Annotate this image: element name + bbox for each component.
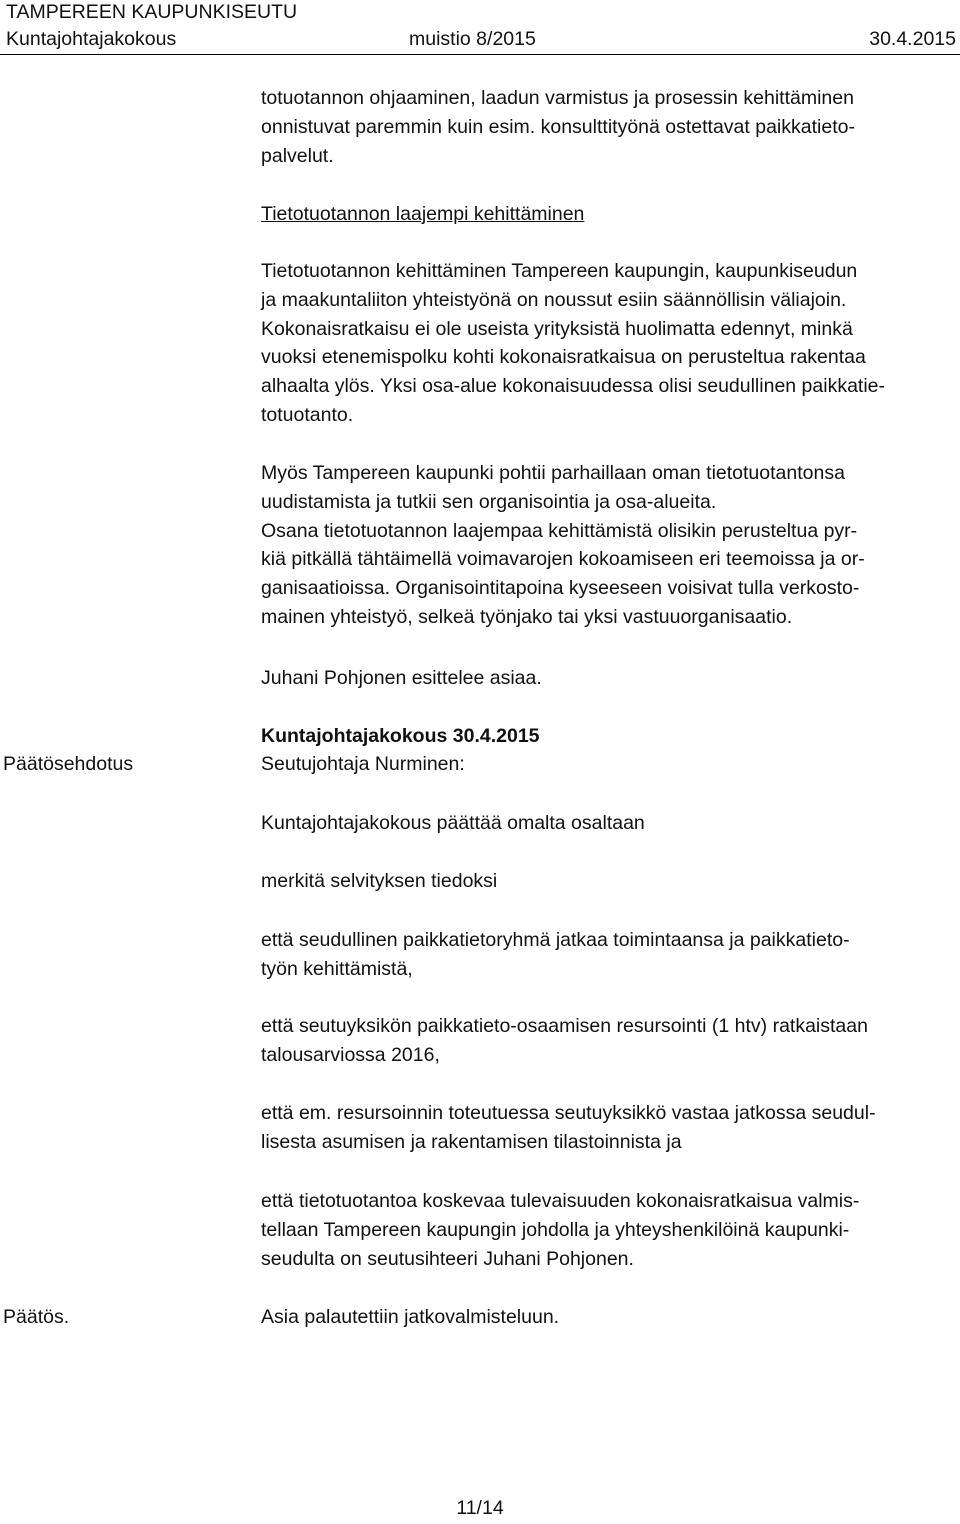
proposal-item <box>261 1012 956 1070</box>
proposal-label: Päätösehdotus <box>3 753 134 775</box>
text-line: Kokonaisratkaisu ei ole useista yrityksistä huolimatta edennyt, minkä <box>261 317 853 340</box>
text-line: lisesta asumisen ja rakentamisen tilastoinnista ja <box>261 1130 682 1153</box>
proposal-item <box>261 926 956 984</box>
text-line: ganisaatioissa. Organisointitapoina kyseeseen voisivat tulla verkosto- <box>261 577 860 600</box>
text-line: vuoksi etenemispolku kohti kokonaisratkaisua on perusteltua rakentaa <box>261 346 866 369</box>
page-number: 11/14 <box>456 1497 504 1519</box>
header-memo: muistio 8/2015 <box>409 28 536 50</box>
header-organization: TAMPEREEN KAUPUNKISEUTU <box>6 1 298 23</box>
text-line: uudistamista ja tutkii sen organisointia ja osa-alueita. <box>261 490 717 513</box>
text-line: onnistuvat paremmin kuin esim. konsulttityönä ostettavat paikkatieto- <box>261 115 855 138</box>
text-line: totuotannon ohjaaminen, laadun varmistus ja prosessin kehittäminen <box>261 87 854 109</box>
text-line: mainen yhteistyö, selkeä työnjako tai yksi vastuuorganisaatio. <box>261 605 793 628</box>
text-line: seudulta on seutusihteeri Juhani Pohjonen. <box>261 1247 634 1270</box>
text-line: Tietotuotannon kehittäminen Tampereen kaupungin, kaupunkiseudun <box>261 260 858 282</box>
text-line: ja maakuntaliiton yhteistyönä on noussut esiin säännöllisin väliajoin. <box>261 288 847 311</box>
header-meeting: Kuntajohtajakokous <box>6 28 177 50</box>
text-line: Osana tietotuotannon laajempaa kehittämistä olisikin perusteltua pyr- <box>261 519 858 542</box>
paragraph-tampere <box>261 459 956 632</box>
section-heading: Tietotuotannon laajempi kehittäminen <box>261 203 585 225</box>
header-date: 30.4.2015 <box>869 28 956 50</box>
text-line: että em. resursoinnin toteutuessa seutuyksikkö vastaa jatkossa seudul- <box>261 1102 876 1124</box>
proposal-item <box>261 1187 956 1273</box>
proposal-intro: Kuntajohtajakokous päättää omalta osaltaan <box>261 812 645 834</box>
paragraph-development <box>261 257 956 430</box>
text-line: palvelut. <box>261 144 334 167</box>
text-line: työn kehittämistä, <box>261 957 413 980</box>
text-line: että seudullinen paikkatietoryhmä jatkaa toimintaansa ja paikkatieto- <box>261 929 850 951</box>
text-line: totuotanto. <box>261 403 354 426</box>
text-line: kiä pitkällä tähtäimellä voimavarojen kokoamiseen eri teemoissa ja or- <box>261 548 865 571</box>
speaker-line: Seutujohtaja Nurminen: <box>261 753 465 775</box>
text-line: että seutuyksikön paikkatieto-osaamisen resursointi (1 htv) ratkaistaan <box>261 1015 868 1037</box>
paragraph-intro <box>261 84 956 170</box>
meeting-heading: Kuntajohtajakokous 30.4.2015 <box>261 725 540 747</box>
text-line: talousarviossa 2016, <box>261 1043 440 1066</box>
text-line: että tietotuotantoa koskevaa tulevaisuuden kokonaisratkaisua valmis- <box>261 1190 860 1212</box>
presenter-line: Juhani Pohjonen esittelee asiaa. <box>261 667 542 689</box>
decision-text: Asia palautettiin jatkovalmisteluun. <box>261 1306 560 1328</box>
header-rule <box>0 54 960 55</box>
text-line: alhaalta ylös. Yksi osa-alue kokonaisuudessa olisi seudullinen paikkatie- <box>261 375 886 398</box>
text-line: tellaan Tampereen kaupungin johdolla ja yhteyshenkilöinä kaupunki- <box>261 1218 850 1241</box>
proposal-item <box>261 1099 956 1157</box>
text-line: Myös Tampereen kaupunki pohtii parhaillaan oman tietotuotantonsa <box>261 462 845 484</box>
proposal-item: merkitä selvityksen tiedoksi <box>261 870 498 892</box>
decision-label: Päätös. <box>3 1306 70 1328</box>
